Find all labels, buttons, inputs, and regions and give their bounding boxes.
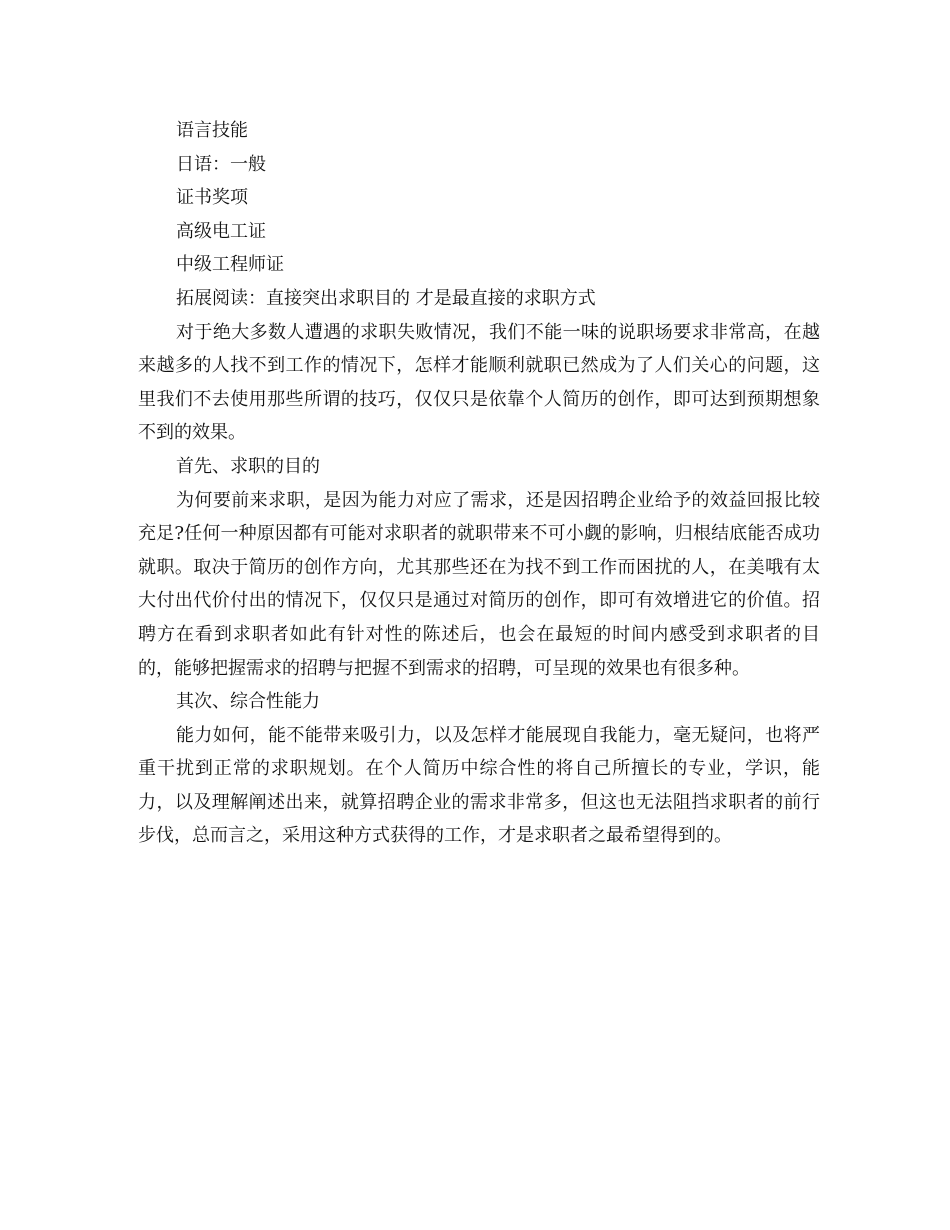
- extended-reading-title: 拓展阅读：直接突出求职目的 才是最直接的求职方式: [176, 287, 596, 309]
- body-paragraph: 能力如何，能不能带来吸引力，以及怎样才能展现自我能力，毫无疑问，也将严重干扰到正常的求职规划。在个人简历中综合性的将自己所擅长的专业，学识，能力，以及理解阐述出来，就算招聘企业的需求非常多，但这也无法阻挡求职者的前行步伐，总而言之，采用这种方式获得的工作，才是求职者之最希望得到的。: [138, 724, 820, 847]
- section-title: 首先、求职的目的: [176, 455, 320, 477]
- heading-certificates: 证书奖项: [176, 187, 248, 209]
- body-paragraph: 对于绝大多数人遭遇的求职失败情况，我们不能一味的说职场要求非常高，在越来越多的人找不到工作的情况下，怎样才能顺利就职已然成为了人们关心的问题，这里我们不去使用那些所谓的技巧，仅仅只是依靠个人简历的创作，即可达到预期想象不到的效果。: [138, 321, 820, 444]
- japanese-level: 日语：一般: [176, 153, 266, 175]
- section-title: 其次、综合性能力: [176, 691, 320, 713]
- certificate-item: 中级工程师证: [176, 254, 284, 276]
- document-body: [138, 114, 820, 853]
- body-paragraph: 为何要前来求职，是因为能力对应了需求，还是因招聘企业给予的效益回报比较充足?任何一种原因都有可能对求职者的就职带来不可小觑的影响，归根结底能否成功就职。取决于简历的创作方向，尤其那些还在为找不到工作而困扰的人，在美哦有太大付出代价付出的情况下，仅仅只是通过对简历的创作，即可有效增进它的价值。招聘方在看到求职者如此有针对性的陈述后，也会在最短的时间内感受到求职者的目的，能够把握需求的招聘与把握不到需求的招聘，可呈现的效果也有很多种。: [138, 489, 820, 679]
- heading-language-skills: 语言技能: [176, 120, 248, 141]
- certificate-item: 高级电工证: [176, 220, 266, 242]
